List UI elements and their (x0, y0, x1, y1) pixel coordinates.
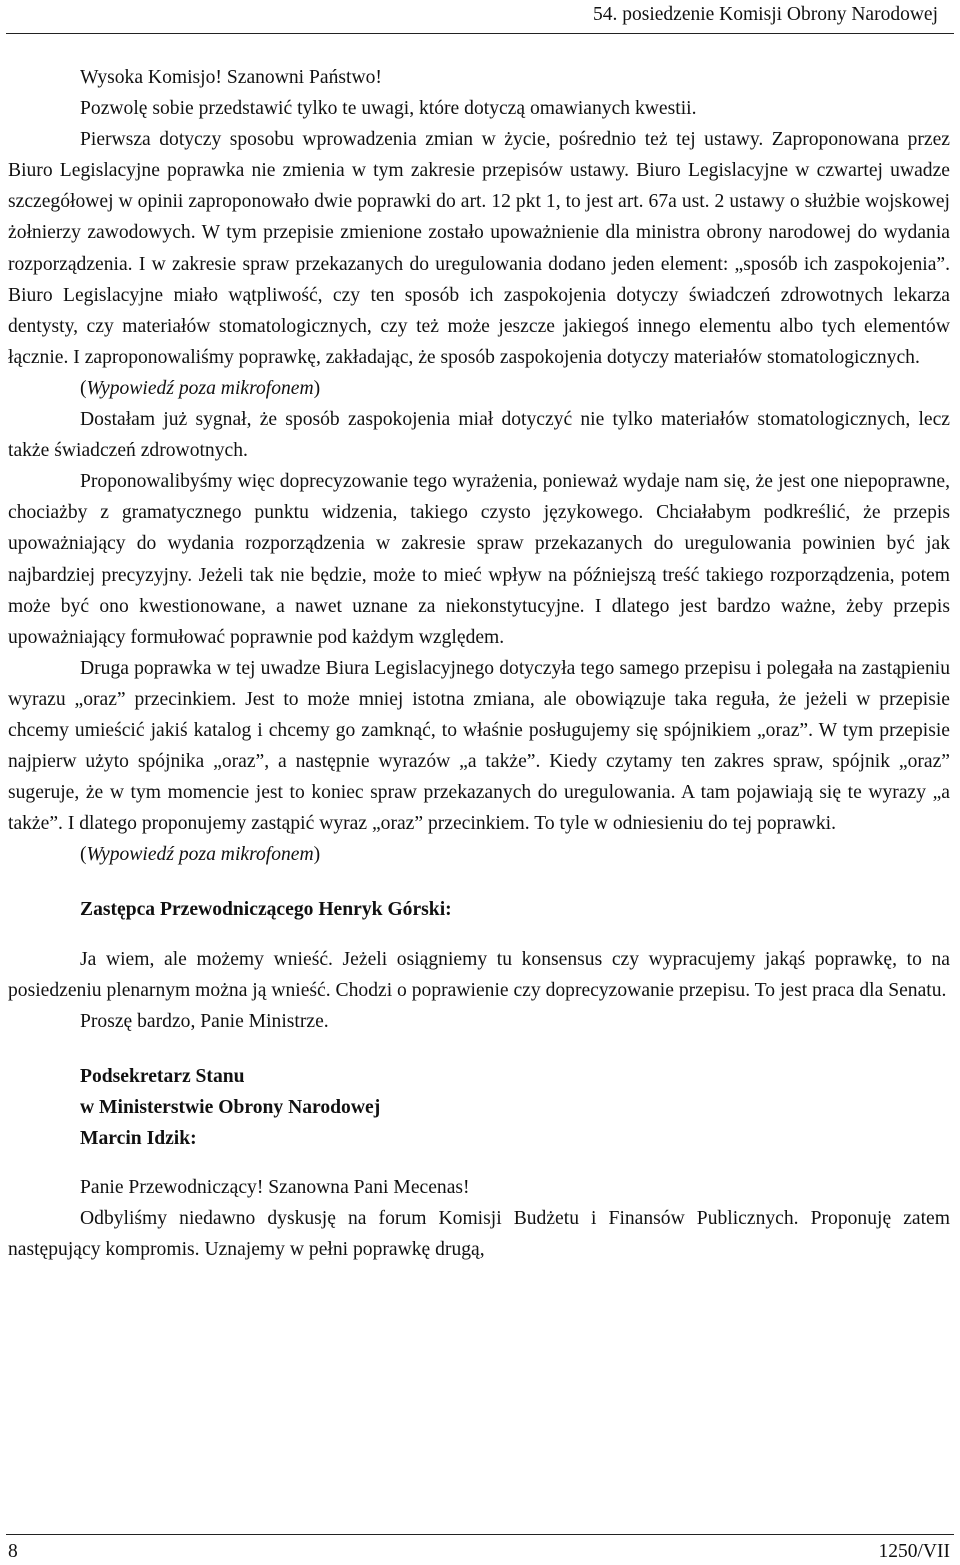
paragraph: Pierwsza dotyczy sposobu wprowadzenia zmian w życie, pośrednio też tej ustawy. Zaproponowana przez Biuro Legislacyjne poprawka nie zmienia w tym zakresie przepisów ustawy. Biuro Legislacyjne w czwartej uwadze szczegółowej w opinii zaproponowało dwie poprawki do art. 12 pkt 1, to jest art. 67a ust. 2 ustawy o służbie wojskowej żołnierzy zawodowych. W tym przepisie zmienione zostało upoważnienie dla ministra obrony narodowej do wydania rozporządzenia. I w zakresie spraw przekazanych do uregulowania dodano jeden element: „sposób ich zaspokojenia”. Biuro Legislacyjne miało wątpliwość, czy ten sposób ich zaspokojenia dotyczy świadczeń zdrowotnych lekarza dentysty, czy materiałów stomatologicznych, czy też może jeszcze jakiegoś innego elementu albo tych elementów łącznie. I zaproponowaliśmy poprawkę, zakładając, że sposób zaspokojenia dotyczy materiałów stomatologicznych. (8, 129, 950, 368)
header-title: 54. posiedzenie Komisji Obrony Narodowej (593, 4, 938, 25)
spacer (8, 926, 950, 944)
paragraph: Proszę bardzo, Panie Ministrze. (80, 1010, 329, 1032)
spacer (8, 1154, 950, 1172)
paragraph: Panie Przewodniczący! Szanowna Pani Mecenas! (80, 1177, 470, 1199)
remark-text: Wypowiedź poza mikrofonem (86, 377, 314, 399)
header-rule (6, 33, 954, 34)
paragraph: Ja wiem, ale możemy wnieść. Jeżeli osiągniemy tu konsensus czy wypracujemy jakąś poprawkę, to na posiedzeniu plenarnym można ją wnieść. Chodzi o poprawienie czy doprecyzowanie przepisu. To jest praca dla Senatu. (8, 948, 950, 1001)
remark-text: Wypowiedź poza mikrofonem (86, 844, 314, 866)
speaker-heading-line: w Ministerstwie Obrony Narodowej (80, 1096, 381, 1118)
page-number: 8 (8, 1541, 18, 1562)
speaker-heading-line: Podsekretarz Stanu (80, 1065, 245, 1087)
paragraph: Druga poprawka w tej uwadze Biura Legislacyjnego dotyczyła tego samego przepisu i polegała na zastąpieniu wyrazu „oraz” przecinkiem. Jest to może mniej istotna zmiana, ale obowiązuje taka reguła, że jeżeli w przepisie chcemy umieścić jakiś katalog i chcemy go zamknąć, to właśnie posługujemy się spójnikiem „oraz”. W tym przepisie najpierw użyto spójnika „oraz”, a następnie wyrazów „a także”. Kiedy czytamy ten zakres spraw, spójnik „oraz” sugeruje, że w tym momencie jest to koniec spraw przekazanych do uregulowania. A tam pojawiają się te wyrazy „a także”. I dlatego proponujemy zastąpić wyraz „oraz” przecinkiem. To tyle w odniesieniu do tej poprawki. (8, 657, 950, 835)
spacer (8, 870, 950, 894)
speaker-heading-line: Marcin Idzik: (80, 1128, 197, 1149)
paragraph: Pozwolę sobie przedstawić tylko te uwagi, które dotyczą omawianych kwestii. (80, 98, 697, 120)
page-header (0, 0, 960, 34)
remark-off-mic: (Wypowiedź poza mikrofonem) (80, 844, 321, 866)
paragraph: Odbyliśmy niedawno dyskusję na forum Komisji Budżetu i Finansów Publicznych. Proponuję zatem następujący kompromis. Uznajemy w pełni poprawkę drugą, (8, 1208, 950, 1261)
speaker-heading: Zastępca Przewodniczącego Henryk Górski: (80, 899, 452, 921)
document-code: 1250/VII (878, 1541, 950, 1562)
footer-rule (6, 1534, 954, 1535)
remark-off-mic: (Wypowiedź poza mikrofonem) (80, 377, 321, 399)
spacer (8, 1037, 950, 1061)
paragraph: Wysoka Komisjo! Szanowni Państwo! (80, 67, 382, 88)
page-footer (0, 1530, 960, 1565)
paragraph: Proponowalibyśmy więc doprecyzowanie tego wyrażenia, ponieważ wydaje nam się, że jest one niepoprawne, chociażby z gramatycznego punktu widzenia, takiego czysto językowego. Chciałabym podkreślić, że przepis upoważniający do wydania rozporządzenia w zakresie spraw przekazanych do uregulowania powinien być jak najbardziej precyzyjny. Jeżeli tak nie będzie, może to mieć wpływ na późniejszą treść takiego rozporządzenia, potem może być ono kwestionowane, a nawet uznane za niekonstytucyjne. I dlatego jest bardzo ważne, żeby przepis upoważniający formułować poprawnie pod każdym względem. (8, 471, 950, 648)
document-body (8, 62, 950, 1265)
paragraph: Dostałam już sygnał, że sposób zaspokojenia miał dotyczyć nie tylko materiałów stomatologicznych, lecz także świadczeń zdrowotnych. (8, 409, 950, 462)
